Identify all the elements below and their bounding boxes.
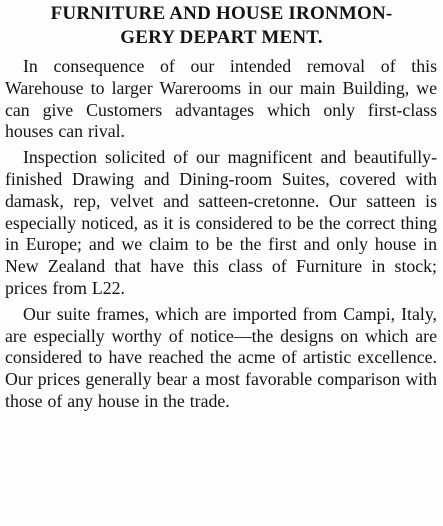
article-headline — [0, 0, 443, 50]
headline-line-1: FURNITURE AND HOUSE IRONMON- — [50, 3, 393, 24]
headline-line-2: GERY DEPART MENT. — [120, 27, 323, 48]
paragraph-suite-frames: Our suite frames, which are imported from Campi, Italy, are especially worthy of notice—the designs on which are considered to have reached the acme of artistic excellence. Our prices generally bear a most favorable comparison with those of any house in the trade. — [5, 303, 437, 411]
article-body — [0, 50, 443, 413]
paragraph-removal-notice: In consequence of our intended removal of this Warehouse to larger Warerooms in our main Building, we can give Customers advantages which only first-class houses can rival. — [5, 56, 437, 142]
paragraph-suites: Inspection solicited of our magnificent and beautifully-finished Drawing and Dining-room Suites, covered with damask, rep, velvet and satteen-cretonne. Our satteen is especially noticed, as it is considered to be the correct thing in Europe; and we claim to be the first and only house in New Zealand that have this class of Furniture in stock; prices from L22. — [5, 147, 437, 298]
